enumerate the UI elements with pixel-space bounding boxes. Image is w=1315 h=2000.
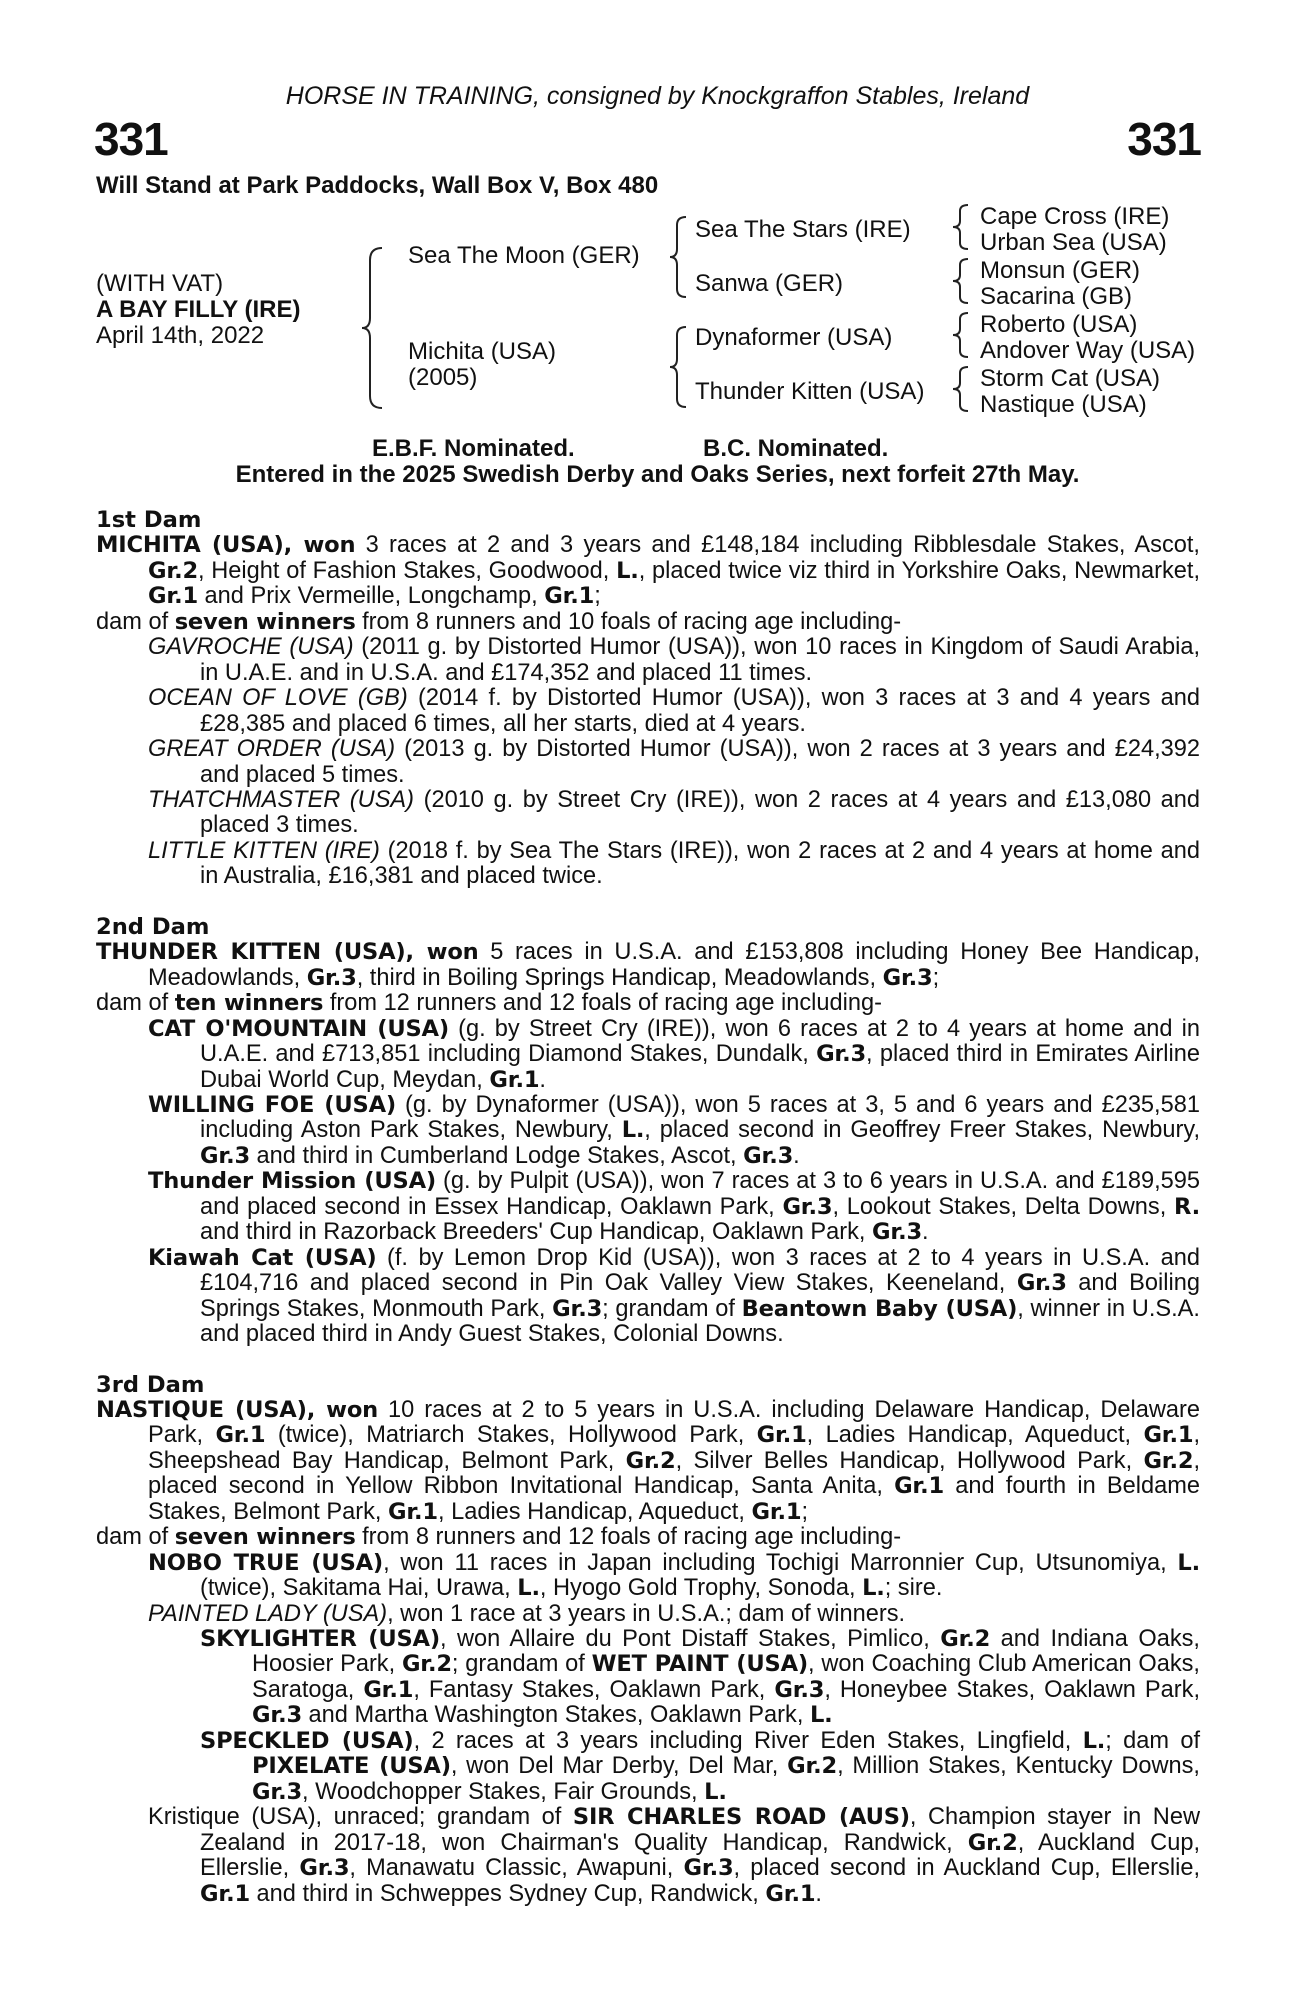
first-dam-produce-4: THATCHMASTER (USA) (2010 g. by Street Cry (IRE)), won 2 races at 4 years and £13,080 and placed 3 times.	[148, 786, 1200, 839]
third-dam-grandproduce-2: SPECKLED (USA), 2 races at 3 years including River Eden Stakes, Lingfield, L.; dam of PIXELATE (USA), won Del Mar Derby, Del Mar, Gr.2, Million Stakes, Kentucky Downs, Gr.3, Woodchopper Stakes, Fair Grounds, L.	[200, 1727, 1200, 1805]
first-dam-title: 1st Dam	[96, 507, 202, 533]
pedigree-sire-dam: Sanwa (GER)	[695, 270, 844, 297]
foaling-date: April 14th, 2022	[96, 322, 265, 349]
ebf-nomination: E.B.F. Nominated.	[372, 435, 575, 462]
lot-number-left: 331	[94, 113, 168, 165]
pedigree-brace-g1	[950, 203, 972, 251]
entered-note: Entered in the 2025 Swedish Derby and Oaks Series, next forfeit 27th May.	[235, 461, 1080, 488]
pedigree-g2: Urban Sea (USA)	[980, 229, 1167, 256]
first-dam-produce-2: OCEAN OF LOVE (GB) (2014 f. by Distorted Humor (USA)), won 3 races at 3 and 4 years and £28,385 and placed 6 times, all her starts, died at 4 years.	[148, 685, 1201, 737]
first-dam-produce-3: GREAT ORDER (USA) (2013 g. by Distorted Humor (USA)), won 2 races at 3 years and £24,392 and placed 5 times.	[148, 736, 1200, 788]
vat-note: (WITH VAT)	[96, 270, 224, 297]
third-dam-produce-intro: dam of seven winners from 8 runners and 12 foals of racing age including-	[96, 1524, 902, 1551]
second-dam-title: 2nd Dam	[96, 913, 210, 940]
horse-name: A BAY FILLY (IRE)	[96, 296, 301, 323]
pedigree-g5: Roberto (USA)	[980, 311, 1138, 338]
pedigree-dam-dam: Thunder Kitten (USA)	[695, 378, 925, 405]
pedigree-g6: Andover Way (USA)	[980, 337, 1196, 364]
stand-location: Will Stand at Park Paddocks, Wall Box V, Box 480	[96, 172, 659, 199]
pedigree-brace-g4	[950, 365, 972, 413]
first-dam-produce-1: GAVROCHE (USA) (2011 g. by Distorted Humor (USA)), won 10 races in Kingdom of Saudi Arabia, in U.A.E. and in U.S.A. and £174,352 and placed 11 times.	[148, 634, 1201, 686]
second-dam-produce-1: CAT O'MOUNTAIN (USA) (g. by Street Cry (IRE)), won 6 races at 2 to 4 years at home and in U.A.E. and £713,851 including Diamond Stakes, Dundalk, Gr.3, placed third in Emirates Airline Dubai World Cup, Meydan, Gr.1.	[148, 1015, 1200, 1093]
third-dam-title: 3rd Dam	[96, 1371, 205, 1398]
pedigree-sire-sire: Sea The Stars (IRE)	[695, 216, 911, 243]
second-dam-produce-2: WILLING FOE (USA) (g. by Dynaformer (USA)), won 5 races at 3, 5 and 6 years and £235,581 including Aston Park Stakes, Newbury, L., placed second in Geoffrey Freer Stakes, Newbury, Gr.3 and third in Cumberland Lodge Stakes, Ascot, Gr.3.	[148, 1091, 1200, 1169]
second-dam-produce-3: Thunder Mission (USA) (g. by Pulpit (USA)), won 7 races at 3 to 6 years in U.S.A. and £189,595 and placed second in Essex Handicap, Oaklawn Park, Gr.3, Lookout Stakes, Delta Downs, R. and third in Razorback Breeders' Cup Handicap, Oaklawn Park, Gr.3.	[148, 1168, 1200, 1246]
pedigree-brace-g2	[950, 257, 972, 305]
pedigree-dam: Michita (USA)	[408, 338, 557, 365]
pedigree-g8: Nastique (USA)	[980, 391, 1147, 418]
second-dam-produce-intro: dam of ten winners from 12 runners and 12 foals of racing age including-	[96, 990, 882, 1017]
third-dam-produce-2: PAINTED LADY (USA), won 1 race at 3 years in U.S.A.; dam of winners.	[148, 1600, 906, 1627]
pedigree-dam-year: (2005)	[408, 364, 478, 391]
third-dam-summary: NASTIQUE (USA), won 10 races at 2 to 5 years in U.S.A. including Delaware Handicap, Delaware Park, Gr.1 (twice), Matriarch Stakes, Hollywood Park, Gr.1, Ladies Handicap, Aqueduct, Gr.1, Sheepshead Bay Handicap, Belmont Park, Gr.2, Silver Belles Handicap, Hollywood Park, Gr.2, placed second in Yellow Ribbon Invitational Handicap, Santa Anita, Gr.1 and fourth in Beldame Stakes, Belmont Park, Gr.1, Ladies Handicap, Aqueduct, Gr.1;	[96, 1396, 1200, 1525]
pedigree-body	[96, 508, 1200, 1907]
third-dam-grandproduce-1: SKYLIGHTER (USA), won Allaire du Pont Distaff Stakes, Pimlico, Gr.2 and Indiana Oaks, Hoosier Park, Gr.2; grandam of WET PAINT (USA), won Coaching Club American Oaks, Saratoga, Gr.1, Fantasy Stakes, Oaklawn Park, Gr.3, Honeybee Stakes, Oaklawn Park, Gr.3 and Martha Washington Stakes, Oaklawn Park, L.	[200, 1626, 1200, 1729]
pedigree-dam-sire: Dynaformer (USA)	[695, 324, 893, 351]
first-dam-produce-intro: dam of seven winners from 8 runners and 10 foals of racing age including-	[96, 608, 902, 635]
third-dam-produce-3: Kristique (USA), unraced; grandam of SIR CHARLES ROAD (AUS), Champion stayer in New Zealand in 2017-18, won Chairman's Quality Handicap, Randwick, Gr.2, Auckland Cup, Ellerslie, Gr.3, Manawatu Classic, Awapuni, Gr.3, placed second in Auckland Cup, Ellerslie, Gr.1 and third in Schweppes Sydney Cup, Randwick, Gr.1.	[148, 1804, 1201, 1907]
pedigree-brace-dam	[668, 325, 690, 409]
third-dam-produce-1: NOBO TRUE (USA), won 11 races in Japan including Tochigi Marronnier Cup, Utsunomiya, L. (twice), Sakitama Hai, Urawa, L., Hyogo Gold Trophy, Sonoda, L.; sire.	[148, 1549, 1200, 1602]
pedigree-brace-sire	[668, 215, 690, 299]
second-dam-produce-4: Kiawah Cat (USA) (f. by Lemon Drop Kid (USA)), won 3 races at 2 to 4 years in U.S.A. and £104,716 and placed second in Pin Oak Valley View Stakes, Keeneland, Gr.3 and Boiling Springs Stakes, Monmouth Park, Gr.3; grandam of Beantown Baby (USA), winner in U.S.A. and placed third in Andy Guest Stakes, Colonial Downs.	[148, 1244, 1201, 1348]
first-dam-produce-5: LITTLE KITTEN (IRE) (2018 f. by Sea The Stars (IRE)), won 2 races at 2 and 4 years at home and in Australia, £16,381 and placed twice.	[148, 837, 1200, 890]
pedigree-g4: Sacarina (GB)	[980, 283, 1133, 310]
lot-number-right: 331	[1127, 113, 1201, 165]
bc-nomination: B.C. Nominated.	[703, 435, 889, 462]
pedigree-g7: Storm Cat (USA)	[980, 365, 1161, 392]
second-dam-summary: THUNDER KITTEN (USA), won 5 races in U.S.A. and £153,808 including Honey Bee Handicap, Meadowlands, Gr.3, third in Boiling Springs Handicap, Meadowlands, Gr.3;	[96, 939, 1200, 991]
pedigree-brace-main	[360, 246, 386, 410]
pedigree-g1: Cape Cross (IRE)	[980, 203, 1170, 230]
page-header: HORSE IN TRAINING, consigned by Knockgraffon Stables, Ireland	[285, 82, 1030, 110]
pedigree-brace-g3	[950, 311, 972, 359]
pedigree-sire: Sea The Moon (GER)	[408, 242, 640, 269]
first-dam-summary: MICHITA (USA), won 3 races at 2 and 3 years and £148,184 including Ribblesdale Stakes, Ascot, Gr.2, Height of Fashion Stakes, Goodwood, L., placed twice viz third in Yorkshire Oaks, Newmarket, Gr.1 and Prix Vermeille, Longchamp, Gr.1;	[96, 532, 1200, 610]
pedigree-g3: Monsun (GER)	[980, 257, 1141, 284]
